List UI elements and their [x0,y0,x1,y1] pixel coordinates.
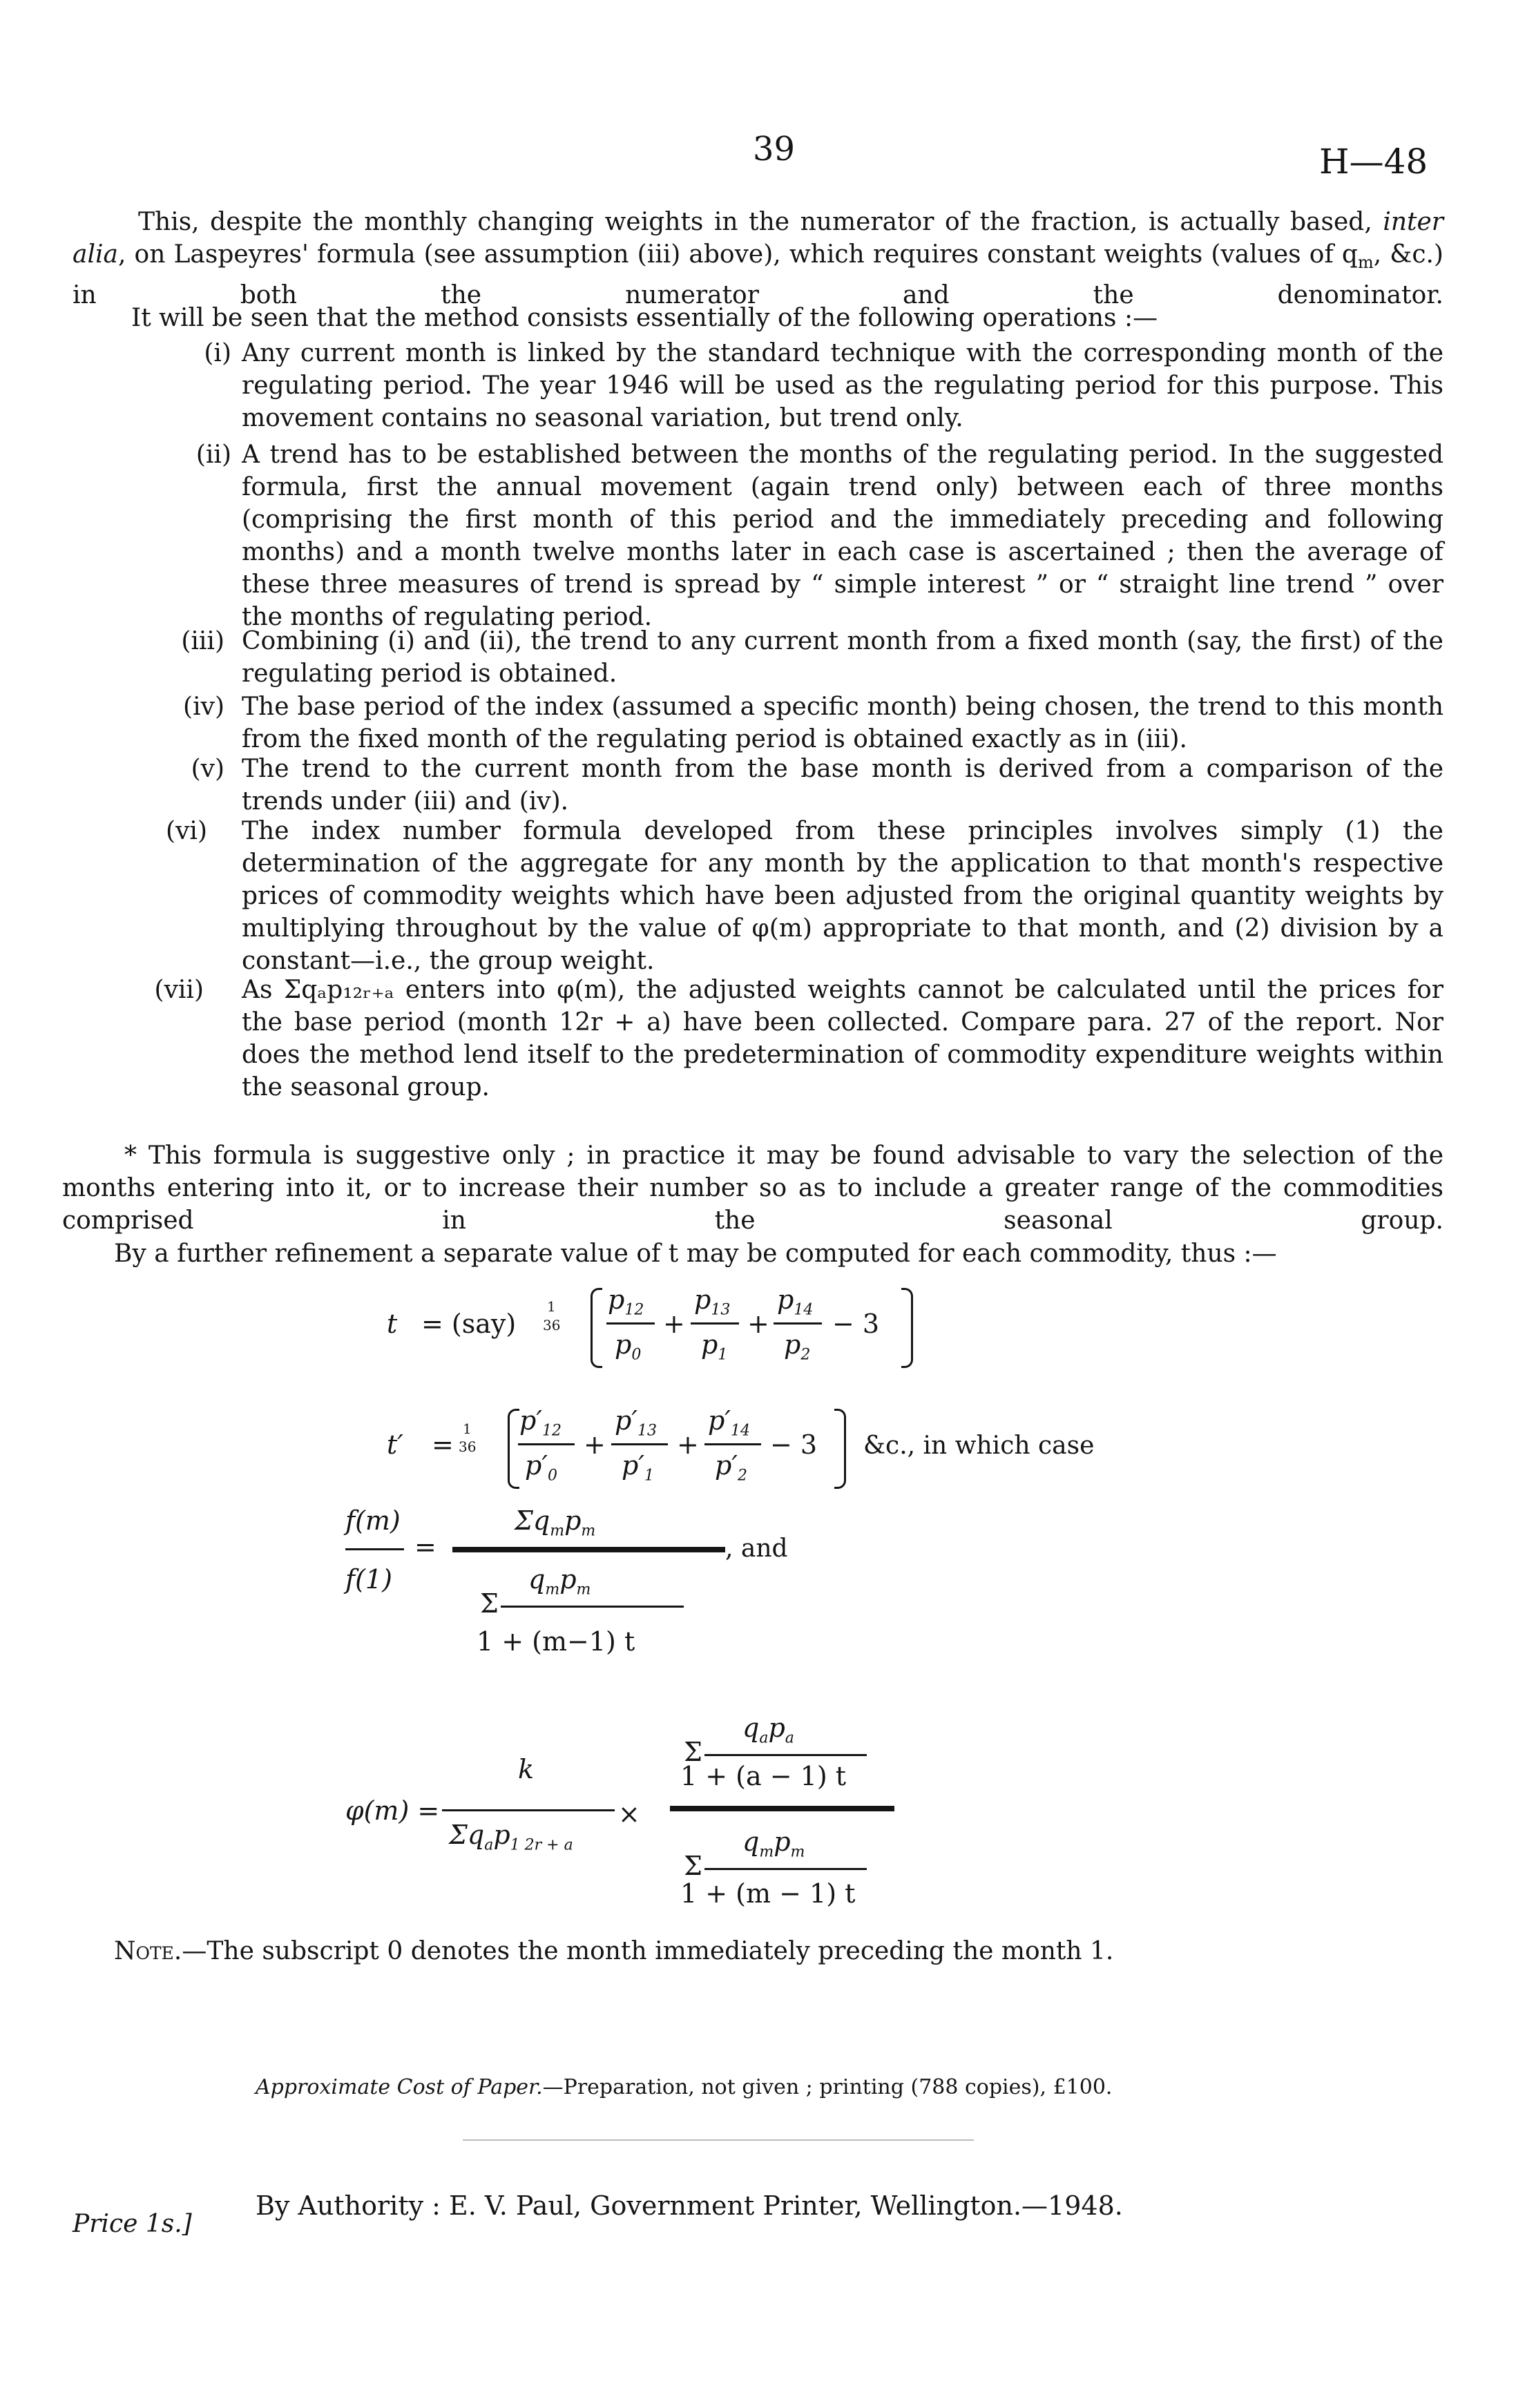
operation-item-v [191,753,1443,818]
item-number: (ii) [195,441,231,469]
pprime12: $p'_{12}$ [519,1405,562,1440]
operations-intro: It will be seen that the method consists essentially of the following operations :— [131,304,1158,332]
item-number: (i) [204,339,231,367]
item-text: The index number formula developed from these principles involves simply (1) the determination of the aggregate for any month by the application to that month's respective prices of commodity weights which have been adjusted from the original quantity weights by multiplying throughout by the value of φ(m) appropriate to that month, and (2) division by a constant—i.e., the group weight. [242,817,1443,975]
item-text: As Σqₐp₁₂ᵣ₊ₐ enters into φ(m), the adjusted weights cannot be calculated until the prices for the base period (month 12r + a) have been collected. Compare para. 27 of the report. Nor does the method lend itself to the predetermination of commodity expenditure weights within the seasonal group. [242,976,1443,1101]
minus-three: − 3 [832,1309,880,1339]
qm-pm: $q_mp_m$ [528,1564,591,1599]
p1: $p_1$ [701,1329,728,1364]
item-text: Any current month is linked by the standard technique with the corresponding month of the regulating period. The year 1946 will be used as the regulating period for this purpose. This movement contains no seasonal variation, but trend only. [242,339,1443,432]
intro-rest3: , &c.) in both the numerator and the denominator. [73,240,1443,310]
intro-lead: This, despite the monthly changing weights in the numerator of the fraction, is actually based, [138,208,1372,236]
inner-frac-bar [501,1606,684,1608]
refinement-line: By a further refinement a separate value of t may be computed for each commodity, thus :— [114,1240,1277,1268]
operation-item-iii [181,625,1443,690]
qm-pm: $q_mp_m$ [742,1827,805,1861]
f-1: f(1) [345,1564,392,1595]
item-text: The trend to the current month from the base month is derived from a comparison of the trends under (iii) and (iv). [242,755,1443,816]
pprime2: $p'_2$ [715,1450,747,1485]
formula-t [387,1284,1008,1381]
sum-qm-pm: $\Sigma q_mp_m$ [515,1505,596,1540]
operation-item-vii [154,974,1443,1104]
and-text: , and [725,1534,788,1563]
minus-three: − 3 [770,1429,818,1460]
formula-phi [345,1713,967,1940]
operation-item-ii [195,439,1443,633]
top-inner-bar [704,1754,867,1756]
coef-den: 36 [459,1438,477,1455]
one-plus-m-minus-1-t: 1 + (m−1) t [477,1626,635,1657]
plus-1: + [663,1309,685,1339]
frac-bar-2 [611,1443,668,1445]
price: Price 1s.] [73,2210,192,2238]
inter-alia: inter alia [73,208,1443,269]
frac-bar-1 [606,1322,655,1325]
coef-num: 1 [547,1298,556,1315]
cost-text: —Preparation, not given ; printing (788 copies), £100. [542,2075,1113,2099]
in-which-case: &c., in which case [863,1432,1095,1460]
cost-label: Approximate Cost of Paper. [256,2075,543,2099]
note [114,1937,1113,1965]
right-brace [901,1288,913,1368]
item-text: The base period of the index (assumed a specific month) being chosen, the trend to this month from the fixed month of the regulating period is obtained exactly as in (iii). [242,693,1443,753]
printer-authority: By Authority : E. V. Paul, Government Printer, Wellington.—1948. [256,2190,1123,2221]
p2: $p_2$ [784,1329,811,1364]
p0: $p_0$ [615,1329,642,1364]
footnote: * This formula is suggestive only ; in practice it may be found advisable to vary the selection of the months entering into it, or to increase their number so as to include a greater range of the commodities comprised in the seasonal group. [62,1142,1443,1235]
cost-of-paper [256,2075,1112,2099]
formula-t-prime [387,1405,1216,1502]
main-frac-bar [452,1547,725,1552]
k: k [518,1754,535,1784]
intro-sub-m: m [1357,253,1374,273]
right-brace [834,1409,846,1489]
coef-num: 1 [463,1420,472,1437]
sigma-top: Σ [684,1737,702,1767]
frac-bar-2 [691,1322,739,1325]
divider [463,2139,974,2141]
sigma-bottom: Σ [684,1851,702,1881]
phi-m: φ(m) = [345,1795,440,1826]
equals: = [414,1532,436,1562]
qa-pa: $q_ap_a$ [742,1713,794,1747]
sigma: Σ [480,1588,499,1619]
frac-bar-1 [518,1443,575,1445]
p14: $p_{14}$ [777,1284,814,1319]
item-number: (vi) [166,817,207,845]
item-number: (iii) [181,627,224,655]
t-symbol: t [387,1309,398,1339]
page-number: 39 [753,130,796,168]
item-text: A trend has to be established between the months of the regulating period. In the suggested formula, first the annual movement (again trend only) between each of three months (comprising the first month of this period and the immediately preceding and following months) and a month twelve months later in each case is ascertained ; then the average of these three measures of trend is spread by “ simple interest ” or “ straight line trend ” over the months of regulating period. [242,441,1443,631]
intro-rest1: , on Laspeyres' formula (see assumption (iii) above), which requires constant weights (values [117,240,1301,269]
left-brace [508,1409,519,1489]
pprime1: $p'_1$ [622,1450,654,1485]
frac-bar-3 [704,1443,761,1445]
pprime13: $p'_{13}$ [615,1405,657,1440]
one-plus-a-minus-1-t: 1 + (a − 1) t [680,1761,847,1791]
coef-den: 36 [543,1317,561,1333]
pprime14: $p'_{14}$ [708,1405,750,1440]
note-label: Note. [114,1937,182,1965]
item-number: (iv) [183,693,224,721]
item-number: (vii) [154,976,204,1004]
document-reference: H—48 [1319,142,1428,182]
operation-item-iv [183,691,1443,755]
bottom-inner-bar [704,1868,867,1870]
phi-main-bar [670,1806,894,1811]
left-brace [591,1288,602,1368]
item-number: (v) [191,755,224,783]
t-prime-symbol: t′ [387,1429,403,1460]
p12: $p_{12}$ [608,1284,644,1319]
formula-f-ratio [345,1505,829,1685]
one-plus-m-minus-1-t: 1 + (m − 1) t [680,1878,856,1909]
k-bar [442,1809,615,1811]
item-text: Combining (i) and (ii), the trend to any current month from a fixed month (say, the first) of the regulating period is obtained. [242,627,1443,688]
ratio-bar [345,1548,404,1550]
p13: $p_{13}$ [694,1284,731,1319]
say-label: = (say) [421,1309,517,1339]
operation-item-vi [166,815,1443,977]
intro-rest2: of q [1309,240,1358,269]
plus-1: + [584,1429,606,1460]
f-m: f(m) [345,1505,401,1536]
sum-qa-p12ra: $\Sigma q_ap_{1 2r + a}$ [449,1820,573,1854]
plus-2: + [677,1429,699,1460]
times: × [618,1799,640,1829]
pprime0: $p'_0$ [525,1450,557,1485]
plus-2: + [747,1309,769,1339]
note-text: —The subscript 0 denotes the month immediately preceding the month 1. [182,1937,1114,1965]
frac-bar-3 [774,1322,822,1325]
operation-item-i [204,337,1443,434]
equals: = [432,1429,454,1460]
